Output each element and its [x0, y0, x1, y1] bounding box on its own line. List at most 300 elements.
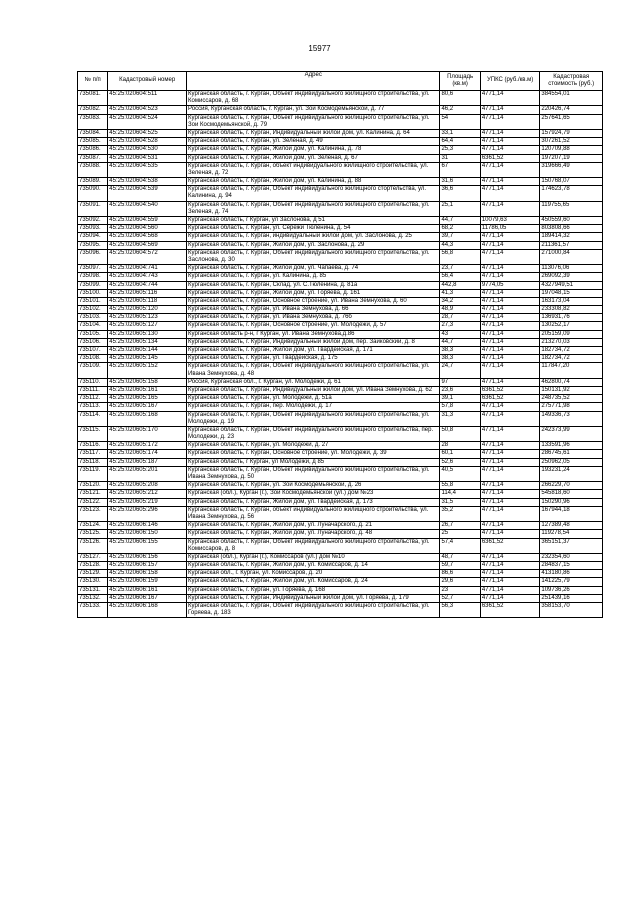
cell-cadastral-value: 233308,82: [540, 306, 603, 314]
cell-cadastral-number: 45:25:020605:134: [108, 338, 187, 346]
cell-cadastral-value: 248735,52: [540, 395, 603, 403]
cell-number: 735083.: [78, 114, 108, 129]
cell-address: Курганская область, г. Курган, Индивидуальный жилой дом, ул. Калинина, д. 64: [187, 129, 440, 137]
table-row: [78, 225, 603, 233]
cell-cadastral-value: 269092,39: [540, 273, 603, 281]
cell-number: 735087.: [78, 154, 108, 162]
cell-cadastral-value: 250962,05: [540, 458, 603, 466]
cell-address: Курганская область, г. Курган, Жилой дом, ул. Калинина, д. 78: [187, 146, 440, 154]
cell-cadastral-value: 220426,74: [540, 106, 603, 114]
cell-cadastral-value: 284837,15: [540, 562, 603, 570]
cell-upks: 4771,14: [480, 570, 540, 578]
cell-address: Курганская область, г. Курган, Индивидуальный жилой дом, ул. Ивана Земнухова, д. 62: [187, 386, 440, 394]
cell-cadastral-value: 120709,88: [540, 146, 603, 154]
header-address: Адрес: [187, 72, 440, 91]
table-row: [78, 91, 603, 106]
cell-cadastral-value: 130252,17: [540, 322, 603, 330]
cell-area: 36,6: [440, 186, 480, 201]
cell-number: 735124.: [78, 522, 108, 530]
header-cadastral-value: Кадастровая стоимость (руб.): [540, 72, 603, 91]
cell-area: 41,3: [440, 289, 480, 297]
cell-area: 114,4: [440, 490, 480, 498]
cell-number: 735122.: [78, 498, 108, 506]
cell-area: 23,6: [440, 386, 480, 394]
cell-cadastral-value: 358153,70: [540, 603, 603, 618]
cell-upks: 6361,52: [480, 395, 540, 403]
cell-cadastral-value: 271000,84: [540, 249, 603, 264]
cell-upks: 4771,14: [480, 273, 540, 281]
table-row: [78, 482, 603, 490]
cell-address: Курганская (обл.), Курган (г.), Комиссаров (ул.) дом №10: [187, 553, 440, 561]
cell-number: 735088.: [78, 162, 108, 177]
cell-area: 52,6: [440, 458, 480, 466]
cell-address: Курганская область, г. Курган, Жилой дом, ул. Зеленая, д. 67: [187, 154, 440, 162]
table-row: [78, 106, 603, 114]
cell-address: Курганская область, г. Курган, ул. Зеленая, д. 49: [187, 138, 440, 146]
cell-upks: 4771,14: [480, 490, 540, 498]
cell-upks: 9774,05: [480, 281, 540, 289]
cell-address: Курганская область, г. Курган, Объект индивидуального жилищного строительства, ул. Заслонова, д. 30: [187, 249, 440, 264]
cell-number: 735101.: [78, 297, 108, 305]
table-row: [78, 322, 603, 330]
cell-upks: 6361,52: [480, 538, 540, 553]
cell-upks: 4771,14: [480, 442, 540, 450]
cell-area: 23: [440, 586, 480, 594]
cell-cadastral-number: 45:25:020604:559: [108, 217, 187, 225]
cell-cadastral-value: 157924,79: [540, 129, 603, 137]
cell-cadastral-value: 150768,07: [540, 178, 603, 186]
cell-upks: 4771,14: [480, 306, 540, 314]
cell-number: 735115.: [78, 426, 108, 441]
cell-area: 48,9: [440, 306, 480, 314]
table-row: [78, 426, 603, 441]
cell-cadastral-number: 45:25:020604:511: [108, 91, 187, 106]
cell-cadastral-value: 242373,99: [540, 426, 603, 441]
cell-cadastral-value: 257641,65: [540, 114, 603, 129]
cell-cadastral-value: 127389,48: [540, 522, 603, 530]
cadastral-table: [77, 71, 603, 618]
cell-cadastral-number: 45:25:020605:172: [108, 442, 187, 450]
cell-cadastral-value: 211361,57: [540, 241, 603, 249]
cell-address: Курганская область, г. Курган, Склад, ул. С.Тюленина, д. 81а: [187, 281, 440, 289]
cell-cadastral-number: 45:25:020604:569: [108, 241, 187, 249]
cell-number: 735128.: [78, 562, 108, 570]
cell-address: Россия, Курганская обл., г. Курган, ул. Молодежи, д. 61: [187, 378, 440, 386]
cell-address: Курганская область, г. Курган, объект индивидуального жилищного строительства, ул. Ивана Земнухова, д. 56: [187, 506, 440, 521]
cell-cadastral-number: 45:25:020604:744: [108, 281, 187, 289]
cell-number: 735116.: [78, 442, 108, 450]
cell-area: 35,2: [440, 506, 480, 521]
cell-number: 735105.: [78, 330, 108, 338]
cell-upks: 4771,14: [480, 411, 540, 426]
cell-cadastral-value: 136931,76: [540, 314, 603, 322]
cell-cadastral-number: 45:25:020605:212: [108, 490, 187, 498]
cell-number: 735131.: [78, 586, 108, 594]
cell-number: 735090.: [78, 186, 108, 201]
cell-cadastral-value: 163173,04: [540, 297, 603, 305]
cell-area: 34,2: [440, 297, 480, 305]
cell-address: Курганская область, г. Курган, Объект индивидуального жилищного строительства, ул. Зеленая, д. 74: [187, 201, 440, 216]
cell-address: Курганская область, г. Курган, индивидуальный жилой дом, ул. Заслонова, д. 25: [187, 233, 440, 241]
cell-cadastral-value: 119278,54: [540, 530, 603, 538]
cell-cadastral-number: 45:25:020605:219: [108, 498, 187, 506]
table-row: [78, 338, 603, 346]
cell-number: 735092.: [78, 217, 108, 225]
cell-cadastral-value: 450559,60: [540, 217, 603, 225]
cell-cadastral-number: 45:25:020604:538: [108, 178, 187, 186]
cell-cadastral-number: 45:25:020605:170: [108, 426, 187, 441]
cell-number: 735099.: [78, 281, 108, 289]
cell-area: 27,3: [440, 322, 480, 330]
cell-area: 28,7: [440, 314, 480, 322]
cell-cadastral-value: 109736,26: [540, 586, 603, 594]
cell-upks: 4771,14: [480, 91, 540, 106]
table-row: [78, 297, 603, 305]
cell-number: 735100.: [78, 289, 108, 297]
cell-cadastral-number: 45:25:020604:568: [108, 233, 187, 241]
cell-area: 59,7: [440, 562, 480, 570]
cell-cadastral-number: 45:25:020605:130: [108, 330, 187, 338]
cell-cadastral-value: 365151,37: [540, 538, 603, 553]
cell-upks: 4771,14: [480, 458, 540, 466]
cell-upks: 4771,14: [480, 297, 540, 305]
table-row: [78, 458, 603, 466]
cell-address: Курганская область, г. Курган, Основное строение, ул. Молодежи, д. 57: [187, 322, 440, 330]
cell-cadastral-number: 45:25:020605:144: [108, 347, 187, 355]
table-row: [78, 178, 603, 186]
cell-cadastral-number: 45:25:020604:741: [108, 265, 187, 273]
cell-cadastral-value: 462800,74: [540, 378, 603, 386]
cell-address: Курганская область, г. Курган, Жилой дом, ул. Луначарского, д. 21: [187, 522, 440, 530]
header-number: № п/п: [78, 72, 108, 91]
cell-cadastral-number: 45:25:020605:208: [108, 482, 187, 490]
cell-cadastral-number: 45:25:020604:560: [108, 225, 187, 233]
table-row: [78, 442, 603, 450]
cell-address: Курганская область, г. Курган, ул. Ивана Земнухова, д. 76б: [187, 314, 440, 322]
cell-area: 86,6: [440, 570, 480, 578]
table-row: [78, 570, 603, 578]
cell-area: 31,6: [440, 178, 480, 186]
cell-number: 735096.: [78, 249, 108, 264]
cell-cadastral-number: 45:25:020605:158: [108, 378, 187, 386]
cell-address: Курганская область, г. Курган, Объект индивидуального жилищного строительства, ул. Ивана Земнухова, д. 48: [187, 363, 440, 378]
cell-address: Курганская область, г. Курган, Жилой дом, ул. Комиссаров, д. 14: [187, 562, 440, 570]
cell-upks: 4771,14: [480, 265, 540, 273]
cell-upks: 4771,14: [480, 178, 540, 186]
cell-upks: 4771,14: [480, 289, 540, 297]
table-row: [78, 347, 603, 355]
cell-address: Курганская область, г. Курган, пер. Молодежи, д. 17: [187, 403, 440, 411]
cell-address: Курганская область, г. Курган, ул. Сережи Тюленина, д. 54: [187, 225, 440, 233]
cell-upks: 4771,14: [480, 450, 540, 458]
table-row: [78, 217, 603, 225]
cell-address: Курганская область, г. Курган, Жилой дом, ул. Горяева, д. 161: [187, 289, 440, 297]
cell-upks: 4771,14: [480, 562, 540, 570]
cell-number: 735089.: [78, 178, 108, 186]
cell-cadastral-number: 45:25:020604:572: [108, 249, 187, 264]
cell-area: 46,2: [440, 106, 480, 114]
table-row: [78, 146, 603, 154]
table-row: [78, 273, 603, 281]
cell-number: 735109.: [78, 363, 108, 378]
cell-address: Курганская область, г. Курган, Объект индивидуального жилищного строительства, ул. Горяева, д. 183: [187, 603, 440, 618]
cell-cadastral-number: 45:25:020606:146: [108, 522, 187, 530]
table-row: [78, 330, 603, 338]
cell-number: 735095.: [78, 241, 108, 249]
cell-number: 735126.: [78, 538, 108, 553]
cell-number: 735127.: [78, 553, 108, 561]
cell-area: 29,6: [440, 578, 480, 586]
cell-number: 735112.: [78, 395, 108, 403]
cell-address: Курганская область, г. Курган, объект индивидуального жилищного строительства, ул. Зеленая, д. 72: [187, 162, 440, 177]
cell-area: 64,4: [440, 138, 480, 146]
cell-number: 735085.: [78, 138, 108, 146]
cell-cadastral-value: 113076,06: [540, 265, 603, 273]
cell-cadastral-value: 182734,72: [540, 355, 603, 363]
table-row: [78, 314, 603, 322]
cell-address: Курганская область, г. Курган, Жилой дом, ул. Комиссаров, д. 24: [187, 578, 440, 586]
cell-number: 735104.: [78, 322, 108, 330]
cell-number: 735113.: [78, 403, 108, 411]
cell-cadastral-value: 141225,79: [540, 578, 603, 586]
cell-cadastral-value: 150290,96: [540, 498, 603, 506]
cell-area: 442,8: [440, 281, 480, 289]
cell-number: 735110.: [78, 378, 108, 386]
cell-cadastral-number: 45:25:020604:531: [108, 154, 187, 162]
table-row: [78, 355, 603, 363]
cell-cadastral-number: 45:25:020605:174: [108, 450, 187, 458]
cell-upks: 4771,14: [480, 553, 540, 561]
cell-area: 48,7: [440, 553, 480, 561]
cell-cadastral-number: 45:25:020605:167: [108, 403, 187, 411]
cell-cadastral-number: 45:25:020605:187: [108, 458, 187, 466]
table-row: [78, 233, 603, 241]
cell-area: 55,8: [440, 482, 480, 490]
table-row: [78, 378, 603, 386]
cell-upks: 4771,14: [480, 241, 540, 249]
table-row: [78, 281, 603, 289]
table-row: [78, 411, 603, 426]
table-row: [78, 138, 603, 146]
table-row: [78, 386, 603, 394]
table-row: [78, 586, 603, 594]
cell-area: 31,3: [440, 411, 480, 426]
table-row: [78, 162, 603, 177]
cell-cadastral-value: 384554,01: [540, 91, 603, 106]
cell-number: 735117.: [78, 450, 108, 458]
cell-area: 50,8: [440, 426, 480, 441]
cell-number: 735119.: [78, 466, 108, 481]
cell-area: 39,7: [440, 233, 480, 241]
cell-area: 56,3: [440, 603, 480, 618]
table-row: [78, 603, 603, 618]
cell-cadastral-number: 45:25:020605:201: [108, 466, 187, 481]
cell-address: Курганская область, г. Курган, ул. Молодежи, д. 51а: [187, 395, 440, 403]
page-number: 15977: [308, 44, 331, 53]
cell-address: Курганская область, г. Курган, Объект индивидуального жилищного строительства, ул. Комиссаров, д. 8: [187, 538, 440, 553]
header-upks: УПКС (руб./кв.м): [480, 72, 540, 91]
cell-address: Курганская область, г Курган, ул Заслонова, д 51: [187, 217, 440, 225]
table-row: [78, 530, 603, 538]
cell-area: 44,7: [440, 217, 480, 225]
cell-upks: 6361,52: [480, 154, 540, 162]
cell-cadastral-value: 213270,03: [540, 338, 603, 346]
cell-upks: 4771,14: [480, 466, 540, 481]
cell-cadastral-number: 45:25:020604:523: [108, 106, 187, 114]
cell-number: 735107.: [78, 347, 108, 355]
cell-cadastral-value: 197207,19: [540, 154, 603, 162]
cell-cadastral-value: 275771,98: [540, 403, 603, 411]
cell-area: 28: [440, 442, 480, 450]
cell-address: Курганская область, г. Курган, Жилой дом, ул. Калинина, д. 88: [187, 178, 440, 186]
cell-upks: 4771,14: [480, 578, 540, 586]
cell-cadastral-number: 45:25:020605:296: [108, 506, 187, 521]
cell-cadastral-value: 307261,52: [540, 138, 603, 146]
cell-cadastral-number: 45:25:020606:168: [108, 603, 187, 618]
cell-area: 40,5: [440, 466, 480, 481]
cell-number: 735102.: [78, 306, 108, 314]
table-row: [78, 403, 603, 411]
cell-cadastral-number: 45:25:020606:167: [108, 594, 187, 602]
cell-area: 56,4: [440, 273, 480, 281]
cell-upks: 4771,14: [480, 114, 540, 129]
cell-address: Курганская область, г. Курган, Жилой дом, ул. Гвардейская, д. 171: [187, 347, 440, 355]
cell-cadastral-value: 189414,32: [540, 233, 603, 241]
cell-address: Курганская область, г. Курган, Жилой дом, ул. Чапаева, д. 74: [187, 265, 440, 273]
cell-address: Курганская область, г. Курган, ул. Горяева, д. 168: [187, 586, 440, 594]
cell-address: Курганская область, г. Курган, Объект индивидуального жилищного строительства, ул. Ивана Земнухова, д. 50: [187, 466, 440, 481]
cell-upks: 4771,14: [480, 106, 540, 114]
cell-area: 25,3: [440, 146, 480, 154]
cell-address: Курганская область, г. Курган, Жилой дом, ул. Луначарского, д. 48: [187, 530, 440, 538]
cell-cadastral-number: 45:25:020605:116: [108, 289, 187, 297]
cell-area: 80,6: [440, 91, 480, 106]
cell-area: 31,5: [440, 498, 480, 506]
cell-cadastral-value: 133591,96: [540, 442, 603, 450]
cell-area: 38,3: [440, 355, 480, 363]
cell-number: 735132.: [78, 594, 108, 602]
table-row: [78, 553, 603, 561]
cell-upks: 11786,05: [480, 225, 540, 233]
cell-address: Курганская область, г. Курган, ул. Зои Космодемьянской, д. 26: [187, 482, 440, 490]
cell-upks: 4771,14: [480, 363, 540, 378]
cell-cadastral-number: 45:25:020605:123: [108, 314, 187, 322]
cell-number: 735108.: [78, 355, 108, 363]
cell-number: 735084.: [78, 129, 108, 137]
table-header-row: [78, 72, 603, 91]
cell-cadastral-number: 45:25:020605:161: [108, 386, 187, 394]
cell-upks: 4771,14: [480, 201, 540, 216]
cell-upks: 4771,14: [480, 482, 540, 490]
cell-number: 735118.: [78, 458, 108, 466]
cell-address: Курганская область, г. Курган, Основное строение, ул. Молодежи, д. 39: [187, 450, 440, 458]
cell-cadastral-value: 197048,15: [540, 289, 603, 297]
cell-area: 57,4: [440, 538, 480, 553]
cell-upks: 4771,14: [480, 426, 540, 441]
cell-cadastral-number: 45:25:020604:535: [108, 162, 187, 177]
cell-upks: 4771,14: [480, 355, 540, 363]
cell-cadastral-number: 45:25:020604:743: [108, 273, 187, 281]
cell-cadastral-number: 45:25:020606:155: [108, 538, 187, 553]
cell-number: 735133.: [78, 603, 108, 618]
table-row: [78, 289, 603, 297]
table-row: [78, 562, 603, 570]
cell-upks: 4771,14: [480, 233, 540, 241]
cell-cadastral-number: 45:25:020605:152: [108, 363, 187, 378]
cell-address: Россия, Курганская область, г. Курган, ул. Зои Космодемьянской, д. 77: [187, 106, 440, 114]
cell-number: 735123.: [78, 506, 108, 521]
cell-cadastral-value: 413180,86: [540, 570, 603, 578]
cell-cadastral-number: 45:25:020606:157: [108, 562, 187, 570]
cell-cadastral-number: 45:25:020606:161: [108, 586, 187, 594]
cell-upks: 4771,14: [480, 594, 540, 602]
table-row: [78, 249, 603, 264]
cell-cadastral-value: 205159,09: [540, 330, 603, 338]
cell-cadastral-number: 45:25:020605:145: [108, 355, 187, 363]
cell-area: 23,7: [440, 265, 480, 273]
cell-cadastral-value: 119755,65: [540, 201, 603, 216]
cell-cadastral-number: 45:25:020604:540: [108, 201, 187, 216]
cell-cadastral-value: 232354,60: [540, 553, 603, 561]
cell-cadastral-value: 193231,24: [540, 466, 603, 481]
cell-address: Курганская область, г. Курган, Основное строение, ул. Ивана Земнухова, д. 60: [187, 297, 440, 305]
cell-cadastral-number: 45:25:020606:156: [108, 553, 187, 561]
cell-cadastral-value: 545818,60: [540, 490, 603, 498]
cell-number: 735094.: [78, 233, 108, 241]
table-row: [78, 522, 603, 530]
cell-address: Курганская область, г. Курган, Объект индивидуального жилищного строительства, пер. Молодежи, д. 23: [187, 426, 440, 441]
cell-number: 735114.: [78, 411, 108, 426]
cell-cadastral-number: 45:25:020604:530: [108, 146, 187, 154]
cell-upks: 4771,14: [480, 498, 540, 506]
table-row: [78, 306, 603, 314]
cell-upks: 4771,14: [480, 129, 540, 137]
table-row: [78, 490, 603, 498]
cell-address: Курганская область, г. Курган, Объект индивидуального жилищного строительства, ул. Молодежи, д. 19: [187, 411, 440, 426]
cell-upks: 4771,14: [480, 186, 540, 201]
cell-area: 33,1: [440, 129, 480, 137]
cell-cadastral-number: 45:25:020605:127: [108, 322, 187, 330]
table-row: [78, 498, 603, 506]
cell-cadastral-value: 174623,78: [540, 186, 603, 201]
cell-cadastral-number: 45:25:020605:118: [108, 297, 187, 305]
table-row: [78, 114, 603, 129]
cell-address: Курганская область, г. Курган, Индивидуальный жилой дом, пер. Зайковский, д. 8: [187, 338, 440, 346]
cell-cadastral-value: 182734,72: [540, 347, 603, 355]
cell-address: Курганская область, г Курган, ул Молодежи, д 85: [187, 458, 440, 466]
cell-address: Курганская область р-н, г Курган, ул. Ивана Земнухова,д.86: [187, 330, 440, 338]
cell-address: Курганская область, г. Курган, Индивидуальный жилой дом, ул. Горяева, д. 179: [187, 594, 440, 602]
table-row: [78, 506, 603, 521]
cell-address: Курганская область, г. Курган, ул. Ивана Земнухова, д. 66: [187, 306, 440, 314]
cell-area: 26,7: [440, 522, 480, 530]
header-area: Площадь (кв.м): [440, 72, 480, 91]
cell-area: 57,8: [440, 403, 480, 411]
cell-area: 25: [440, 530, 480, 538]
cell-upks: 6361,52: [480, 386, 540, 394]
cell-number: 735098.: [78, 273, 108, 281]
cell-upks: 4771,14: [480, 586, 540, 594]
cell-number: 735125.: [78, 530, 108, 538]
cell-number: 735093.: [78, 225, 108, 233]
cell-address: Курганская область, г. Курган, Объект индивидуального жилищного строительства, ул. Комиссаров, д. 68: [187, 91, 440, 106]
table-row: [78, 363, 603, 378]
cell-area: 56,8: [440, 249, 480, 264]
cell-number: 735121.: [78, 490, 108, 498]
table-row: [78, 450, 603, 458]
cell-area: 43: [440, 330, 480, 338]
cell-upks: 4771,14: [480, 403, 540, 411]
